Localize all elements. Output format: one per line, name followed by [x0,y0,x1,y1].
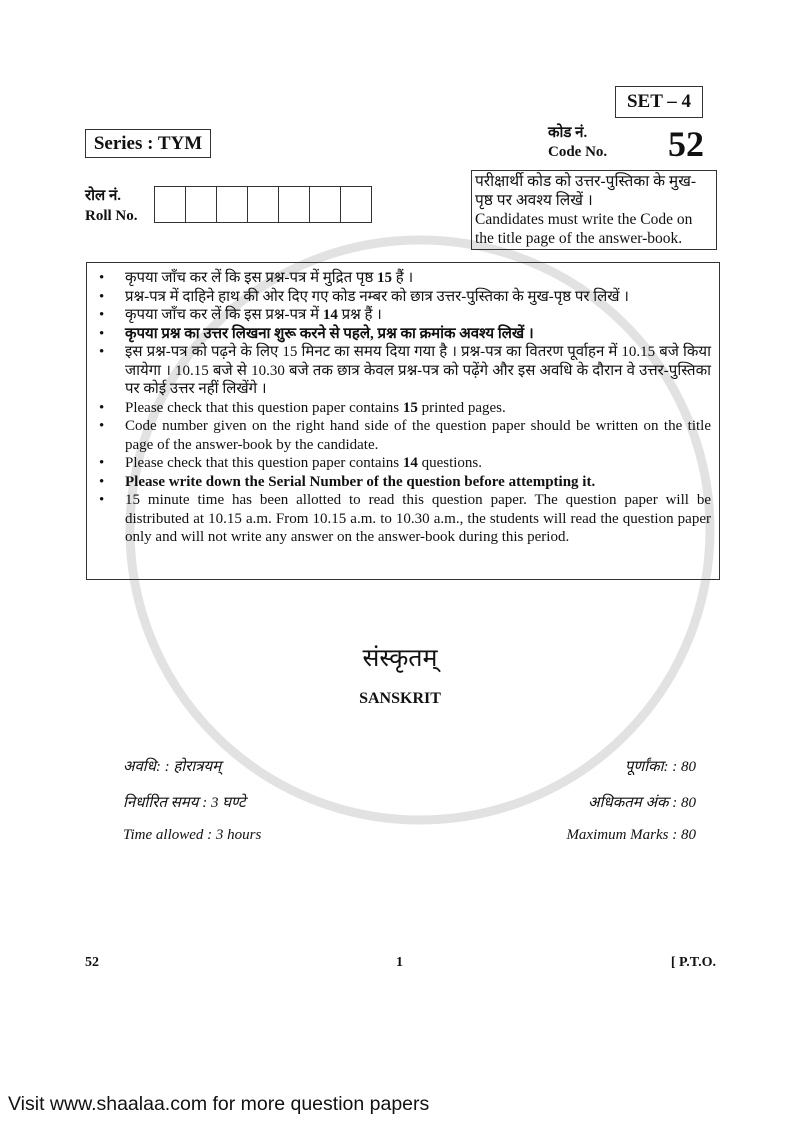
roll-box [279,187,310,222]
instruction-text: 15 [377,270,393,286]
roll-label-english: Roll No. [85,208,138,224]
duration-sanskrit: अवधि: : होरात्रयम् [123,759,222,775]
roll-box [186,187,217,222]
code-instruction-box [471,170,717,250]
detail-row [123,756,696,776]
roll-box [310,187,341,222]
instruction-text: Please check that this question paper contains [125,399,403,416]
instruction-text: 14 [402,455,418,471]
instructions-list [97,269,711,547]
marks-english: Maximum Marks : 80 [566,827,696,843]
marks-sanskrit: पूर्णांका: : 80 [624,759,696,775]
roll-box [217,187,248,222]
footer-code: 52 [85,955,99,970]
instruction-item [97,491,711,547]
instruction-text: Please write down the Serial Number of the question before attempting it. [125,473,596,490]
instruction-text: 15 [402,399,418,416]
marks-hindi: अधिकतम अंक : 80 [588,795,696,811]
instruction-text: प्रश्न हैं । [337,307,382,323]
duration-hindi: निर्धारित समय : 3 घण्टे [123,795,246,811]
instruction-item [97,325,711,344]
roll-label-hindi: रोल नं. [85,188,122,204]
instruction-text: printed pages. [417,399,506,416]
subject-title-english: SANSKRIT [359,690,441,707]
roll-box [155,187,186,222]
code-number: 52 [668,124,704,164]
code-instruction-english: Candidates must write the Code on the title page of the answer-book. [475,211,693,247]
instruction-text: कृपया जाँच कर लें कि इस प्रश्न-पत्र में [125,307,323,323]
detail-row [123,792,696,812]
instruction-item [97,343,711,399]
instruction-text: कृपया प्रश्न का उत्तर लिखना शुरू करने से पहले, प्रश्न का क्रमांक अवश्य लिखें । [125,325,534,342]
instruction-text: कृपया जाँच कर लें कि इस प्रश्न-पत्र में मुद्रित पृष्ठ [125,270,378,286]
instruction-item [97,473,711,492]
instruction-text: प्रश्न-पत्र में दाहिने हाथ की ओर दिए गए कोड नम्बर को छात्र उत्तर-पुस्तिका के मुख-पृष्ठ पर लिखें । [125,288,629,305]
instruction-item [97,454,711,473]
page-number: 1 [396,955,403,970]
instruction-text: Code number given on the right hand side of the question paper should be written on the title page of the answer-book by the candidate. [125,418,711,453]
roll-box [248,187,279,222]
series-label: Series : TYM [85,129,211,158]
roll-box [341,187,371,222]
roll-label [85,186,138,226]
code-instruction-hindi: परीक्षार्थी कोड को उत्तर-पुस्तिका के मुख-पृष्ठ पर अवश्य लिखें । [475,173,697,209]
code-label-english: Code No. [548,144,608,160]
detail-row [123,827,696,844]
instructions-box [86,262,720,580]
instruction-text: questions. [417,455,483,471]
roll-number-boxes [154,186,372,223]
instruction-text: 15 minute time has been allotted to read this question paper. The question paper will be distributed at 10.15 a.m. From 10.15 a.m. to 10.30 a.m., the students will read the question paper only and will not write any answer on the answer-book during this period. [125,492,711,545]
code-label-hindi: कोड नं. [548,125,588,141]
instruction-item [97,288,711,307]
site-banner: Visit www.shaalaa.com for more question papers [8,1093,430,1115]
instruction-text: 14 [322,307,338,323]
code-label [548,124,607,162]
duration-english: Time allowed : 3 hours [123,827,262,843]
subject-title-hindi: संस्कृतम् [362,645,438,672]
instruction-item [97,417,711,454]
instruction-text: Please check that this question paper contains [125,455,403,471]
instruction-item [97,269,711,288]
pto-label: [ P.T.O. [670,955,716,970]
instruction-item [97,306,711,325]
set-label: SET – 4 [615,86,703,118]
instruction-text: इस प्रश्न-पत्र को पढ़ने के लिए 15 मिनट का समय दिया गया है । प्रश्न-पत्र का वितरण पूर्वाहन में 10.15 बजे किया जायेगा । 10.15 बजे से 10.30 बजे तक छात्र केवल प्रश्न-पत्र को पढ़ेंगे और इस अवधि के दौरान वे उत्तर-पुस्तिका पर कोई उत्तर नहीं लिखेंगे । [125,344,711,397]
instruction-item [97,399,711,418]
instruction-text: हैं । [392,270,414,286]
